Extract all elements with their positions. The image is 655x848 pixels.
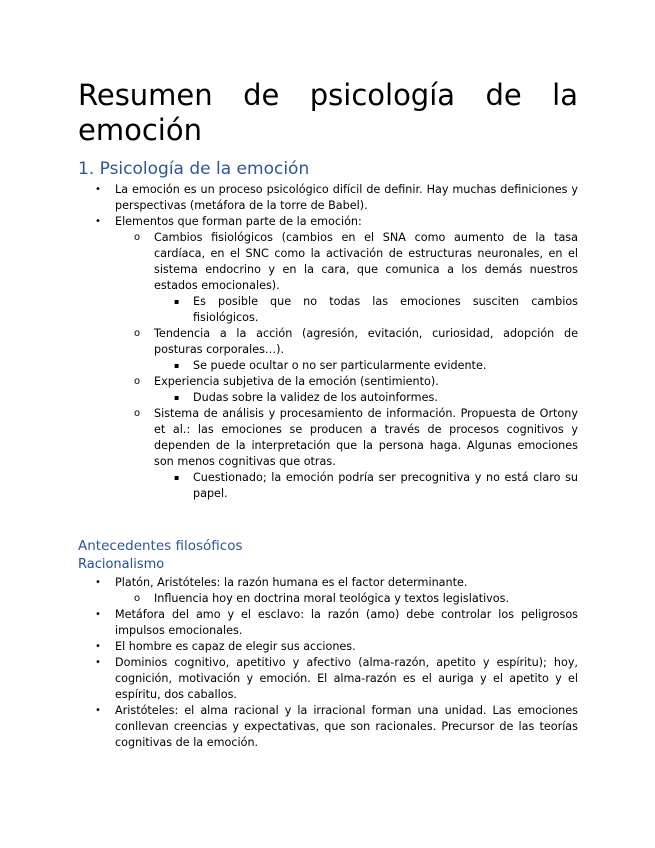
list-item-text: Tendencia a la acción (agresión, evitación, curiosidad, adopción de posturas corporales…).: [154, 327, 578, 356]
title-word: psicología: [309, 78, 456, 112]
bullet-disc-icon: •: [95, 609, 101, 620]
list-item-text: Se puede ocultar o no ser particularmente evidente.: [193, 359, 487, 372]
list-item: [78, 214, 578, 230]
bullet-circle-icon: o: [134, 593, 141, 604]
list-item-text: Influencia hoy en doctrina moral teológica y textos legislativos.: [154, 592, 510, 605]
section1-list: [78, 182, 578, 502]
list-item-text: Es posible que no todas las emociones susciten cambios fisiológicos.: [193, 295, 578, 324]
bullet-square-icon: ▪: [174, 361, 180, 370]
section-heading-antecedentes: Antecedentes filosóficos: [78, 538, 243, 554]
list-item: [78, 655, 578, 703]
list-item: [78, 374, 578, 390]
list-item: [78, 390, 578, 406]
list-item: [78, 182, 578, 214]
bullet-circle-icon: o: [134, 408, 141, 419]
list-item: [78, 470, 578, 502]
title-word: de: [485, 78, 522, 112]
bullet-square-icon: ▪: [174, 393, 180, 402]
title-word: la: [552, 78, 578, 112]
list-item-text: Cambios fisiológicos (cambios en el SNA como aumento de la tasa cardíaca, en el SNC como la activación de estructuras neuronales, en el sistema endocrino y en la cara, que comunica a los demás nuestros estados emocionales).: [154, 231, 578, 292]
list-item: [78, 406, 578, 470]
bullet-disc-icon: •: [95, 641, 101, 652]
list-item-text: Aristóteles: el alma racional y la irracional forman una unidad. Las emociones conllevan creencias y expectativas, que son racionales. Precursor de las teorías cognitivas de la emoción.: [115, 704, 578, 749]
racionalismo-list: [78, 575, 578, 751]
list-item: [78, 639, 578, 655]
list-item-text: Experiencia subjetiva de la emoción (sentimiento).: [154, 375, 439, 388]
list-item: [78, 358, 578, 374]
list-item-text: El hombre es capaz de elegir sus acciones.: [115, 640, 356, 653]
document-title: [78, 78, 578, 148]
list-item: [78, 703, 578, 751]
list-item: [78, 607, 578, 639]
title-word: Resumen: [78, 78, 213, 112]
list-item-text: Cuestionado; la emoción podría ser precognitiva y no está claro su papel.: [193, 471, 578, 500]
title-word: de: [243, 78, 280, 112]
list-item-text: Sistema de análisis y procesamiento de información. Propuesta de Ortony et al.: las emociones se producen a través de procesos cognitivos y dependen de la interpretación que la persona haga. Algunas emociones son menos cognitivas que otras.: [154, 407, 578, 468]
list-item-text: Metáfora del amo y el esclavo: la razón (amo) debe controlar los peligrosos impulsos emocionales.: [115, 608, 578, 637]
list-item: [78, 591, 578, 607]
list-item: [78, 575, 578, 591]
bullet-disc-icon: •: [95, 657, 101, 668]
bullet-circle-icon: o: [134, 376, 141, 387]
list-item-text: Elementos que forman parte de la emoción:: [115, 215, 362, 228]
bullet-square-icon: ▪: [174, 473, 180, 482]
list-item-text: La emoción es un proceso psicológico difícil de definir. Hay muchas definiciones y perspectivas (metáfora de la torre de Babel).: [115, 183, 578, 212]
title-line-2: emoción: [78, 113, 202, 147]
list-item: [78, 294, 578, 326]
list-item: [78, 326, 578, 358]
list-item-text: Dudas sobre la validez de los autoinformes.: [193, 391, 438, 404]
bullet-disc-icon: •: [95, 705, 101, 716]
bullet-disc-icon: •: [95, 216, 101, 227]
title-line-1: [78, 78, 578, 113]
bullet-circle-icon: o: [134, 232, 141, 243]
bullet-disc-icon: •: [95, 184, 101, 195]
list-item-text: Dominios cognitivo, apetitivo y afectivo (alma-razón, apetito y espíritu); hoy, cognición, motivación y emoción. El alma-razón es el auriga y el apetito y el espíritu, dos caballos.: [115, 656, 578, 701]
list-item: [78, 230, 578, 294]
section-heading-psicologia: 1. Psicología de la emoción: [78, 159, 310, 179]
bullet-disc-icon: •: [95, 577, 101, 588]
bullet-circle-icon: o: [134, 328, 141, 339]
list-item-text: Platón, Aristóteles: la razón humana es el factor determinante.: [115, 576, 468, 589]
subsection-heading-racionalismo: Racionalismo: [78, 557, 165, 572]
bullet-square-icon: ▪: [174, 297, 180, 306]
